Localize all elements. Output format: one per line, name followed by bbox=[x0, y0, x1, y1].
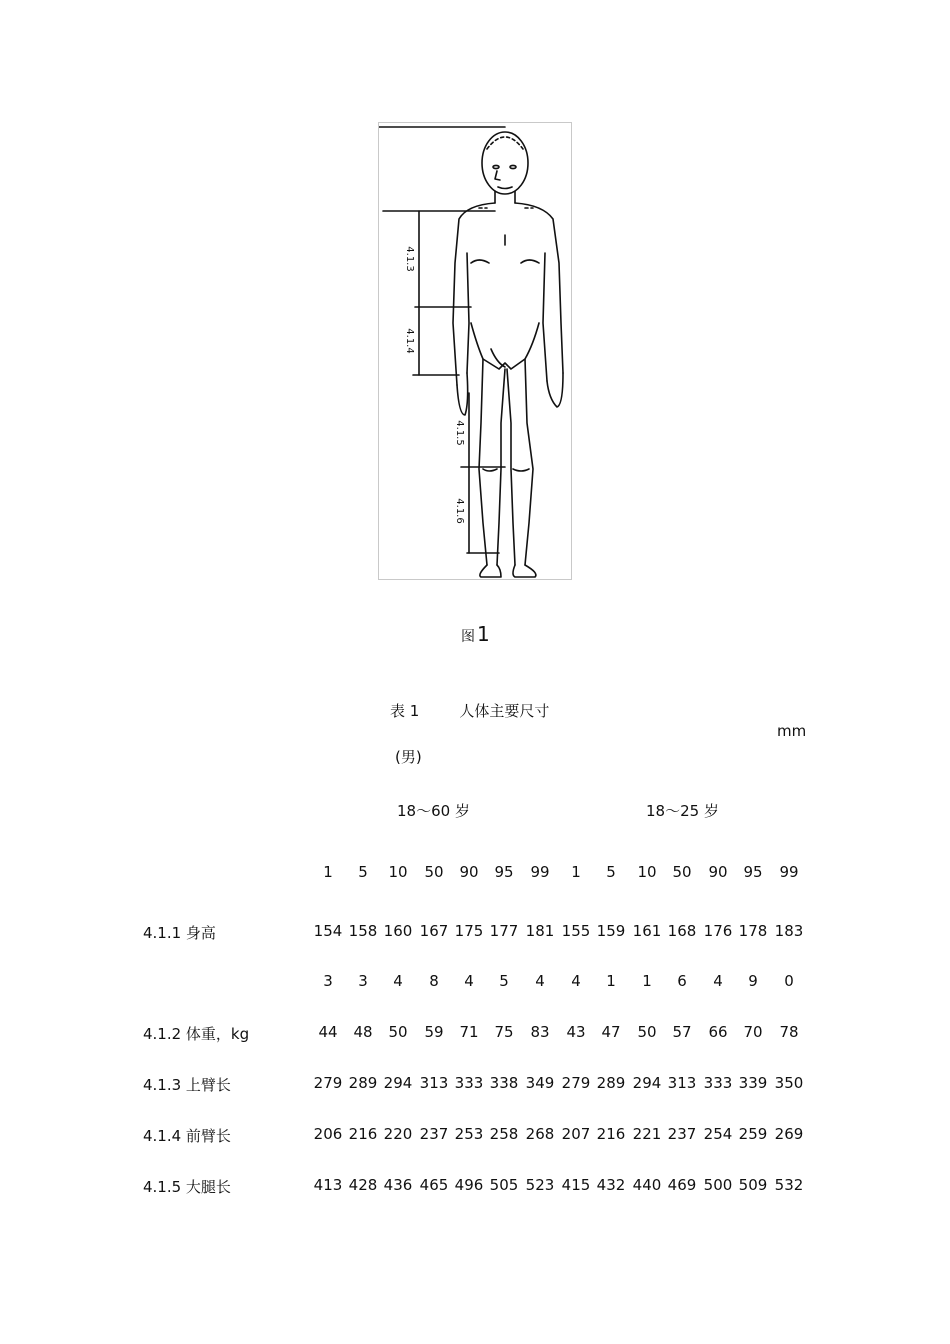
hair-dashed-line bbox=[487, 137, 523, 149]
table-cell: 90 bbox=[459, 863, 479, 881]
table-cell: 505 bbox=[489, 1176, 519, 1194]
table-cell: 294 bbox=[383, 1074, 413, 1092]
table-cell: 258 bbox=[489, 1125, 519, 1143]
table-cell: 175 bbox=[454, 922, 484, 940]
table-cell: 469 bbox=[667, 1176, 697, 1194]
table-cell: 83 bbox=[530, 1023, 550, 1041]
table-cell: 177 bbox=[489, 922, 519, 940]
figure-caption-prefix: 图 bbox=[461, 629, 475, 645]
table-cell: 253 bbox=[454, 1125, 484, 1143]
table-cell: 3 bbox=[323, 972, 333, 990]
table-cell: 333 bbox=[703, 1074, 733, 1092]
table-cell: 9 bbox=[748, 972, 758, 990]
table-cell: 1 bbox=[642, 972, 652, 990]
table-cell: 254 bbox=[703, 1125, 733, 1143]
table-cell: 176 bbox=[703, 922, 733, 940]
table-cell: 50 bbox=[637, 1023, 657, 1041]
table-title bbox=[390, 700, 549, 721]
head-outline bbox=[482, 132, 528, 194]
table-cell: 1 bbox=[606, 972, 616, 990]
table-cell: 10 bbox=[637, 863, 657, 881]
table-cell: 237 bbox=[667, 1125, 697, 1143]
table-cell: 509 bbox=[738, 1176, 768, 1194]
age-group-header: 18～60 岁 bbox=[397, 802, 470, 820]
human-body-figure bbox=[378, 122, 572, 580]
dimension-label: 4.1.5 bbox=[454, 420, 465, 446]
table-cell: 269 bbox=[774, 1125, 804, 1143]
dimension-label: 4.1.3 bbox=[404, 246, 415, 272]
table-cell: 5 bbox=[499, 972, 509, 990]
table-cell: 333 bbox=[454, 1074, 484, 1092]
table-number: 表 1 bbox=[390, 702, 420, 720]
table-cell: 220 bbox=[383, 1125, 413, 1143]
table-cell: 47 bbox=[601, 1023, 621, 1041]
table-cell: 5 bbox=[358, 863, 368, 881]
table-cell: 216 bbox=[596, 1125, 626, 1143]
table-cell: 167 bbox=[419, 922, 449, 940]
table-cell: 413 bbox=[313, 1176, 343, 1194]
table-cell: 436 bbox=[383, 1176, 413, 1194]
table-cell: 289 bbox=[348, 1074, 378, 1092]
table-cell: 237 bbox=[419, 1125, 449, 1143]
table-cell: 8 bbox=[429, 972, 439, 990]
table-cell: 6 bbox=[677, 972, 687, 990]
table-cell: 57 bbox=[672, 1023, 692, 1041]
row-label: 4.1.4 前臂长 bbox=[143, 1127, 231, 1145]
table-cell: 206 bbox=[313, 1125, 343, 1143]
table-cell: 168 bbox=[667, 922, 697, 940]
table-cell: 3 bbox=[358, 972, 368, 990]
table-cell: 154 bbox=[313, 922, 343, 940]
table-cell: 160 bbox=[383, 922, 413, 940]
table-cell: 279 bbox=[561, 1074, 591, 1092]
figure-caption bbox=[461, 622, 490, 646]
table-cell: 183 bbox=[774, 922, 804, 940]
table-cell: 70 bbox=[743, 1023, 763, 1041]
table-gender-label: (男) bbox=[395, 748, 422, 766]
table-cell: 78 bbox=[779, 1023, 799, 1041]
table-cell: 350 bbox=[774, 1074, 804, 1092]
table-cell: 4 bbox=[393, 972, 403, 990]
table-cell: 44 bbox=[318, 1023, 338, 1041]
figure-caption-number: 1 bbox=[477, 622, 490, 646]
row-label: 4.1.1 身高 bbox=[143, 924, 216, 942]
dimension-label: 4.1.6 bbox=[454, 498, 465, 524]
table-cell: 500 bbox=[703, 1176, 733, 1194]
table-cell: 95 bbox=[743, 863, 763, 881]
human-body-drawing bbox=[379, 123, 571, 579]
table-cell: 313 bbox=[419, 1074, 449, 1092]
table-cell: 99 bbox=[530, 863, 550, 881]
table-cell: 158 bbox=[348, 922, 378, 940]
table-cell: 221 bbox=[632, 1125, 662, 1143]
table-cell: 207 bbox=[561, 1125, 591, 1143]
row-label: 4.1.5 大腿长 bbox=[143, 1178, 231, 1196]
table-cell: 532 bbox=[774, 1176, 804, 1194]
table-cell: 440 bbox=[632, 1176, 662, 1194]
table-cell: 95 bbox=[494, 863, 514, 881]
table-cell: 178 bbox=[738, 922, 768, 940]
table-cell: 289 bbox=[596, 1074, 626, 1092]
table-cell: 4 bbox=[571, 972, 581, 990]
table-cell: 313 bbox=[667, 1074, 697, 1092]
table-cell: 155 bbox=[561, 922, 591, 940]
table-subtitle: 人体主要尺寸 bbox=[459, 702, 550, 720]
table-cell: 159 bbox=[596, 922, 626, 940]
table-cell: 294 bbox=[632, 1074, 662, 1092]
row-label: 4.1.3 上臂长 bbox=[143, 1076, 231, 1094]
table-cell: 339 bbox=[738, 1074, 768, 1092]
table-cell: 349 bbox=[525, 1074, 555, 1092]
dimension-label: 4.1.4 bbox=[404, 328, 415, 354]
table-cell: 338 bbox=[489, 1074, 519, 1092]
table-cell: 428 bbox=[348, 1176, 378, 1194]
table-cell: 75 bbox=[494, 1023, 514, 1041]
table-unit: mm bbox=[777, 722, 807, 740]
table-cell: 279 bbox=[313, 1074, 343, 1092]
table-cell: 50 bbox=[388, 1023, 408, 1041]
table-cell: 432 bbox=[596, 1176, 626, 1194]
table-cell: 1 bbox=[571, 863, 581, 881]
table-cell: 259 bbox=[738, 1125, 768, 1143]
table-cell: 181 bbox=[525, 922, 555, 940]
table-cell: 465 bbox=[419, 1176, 449, 1194]
table-cell: 161 bbox=[632, 922, 662, 940]
table-cell: 43 bbox=[566, 1023, 586, 1041]
table-cell: 5 bbox=[606, 863, 616, 881]
table-cell: 90 bbox=[708, 863, 728, 881]
table-cell: 0 bbox=[784, 972, 794, 990]
table-cell: 71 bbox=[459, 1023, 479, 1041]
table-cell: 496 bbox=[454, 1176, 484, 1194]
table-cell: 268 bbox=[525, 1125, 555, 1143]
table-cell: 4 bbox=[535, 972, 545, 990]
table-cell: 99 bbox=[779, 863, 799, 881]
table-cell: 48 bbox=[353, 1023, 373, 1041]
table-cell: 1 bbox=[323, 863, 333, 881]
table-cell: 4 bbox=[464, 972, 474, 990]
table-cell: 10 bbox=[388, 863, 408, 881]
table-cell: 4 bbox=[713, 972, 723, 990]
table-cell: 50 bbox=[672, 863, 692, 881]
table-cell: 415 bbox=[561, 1176, 591, 1194]
table-cell: 50 bbox=[424, 863, 444, 881]
row-label: 4.1.2 体重，kg bbox=[143, 1025, 250, 1043]
table-cell: 523 bbox=[525, 1176, 555, 1194]
table-cell: 59 bbox=[424, 1023, 444, 1041]
table-cell: 216 bbox=[348, 1125, 378, 1143]
table-cell: 66 bbox=[708, 1023, 728, 1041]
age-group-header: 18～25 岁 bbox=[646, 802, 719, 820]
